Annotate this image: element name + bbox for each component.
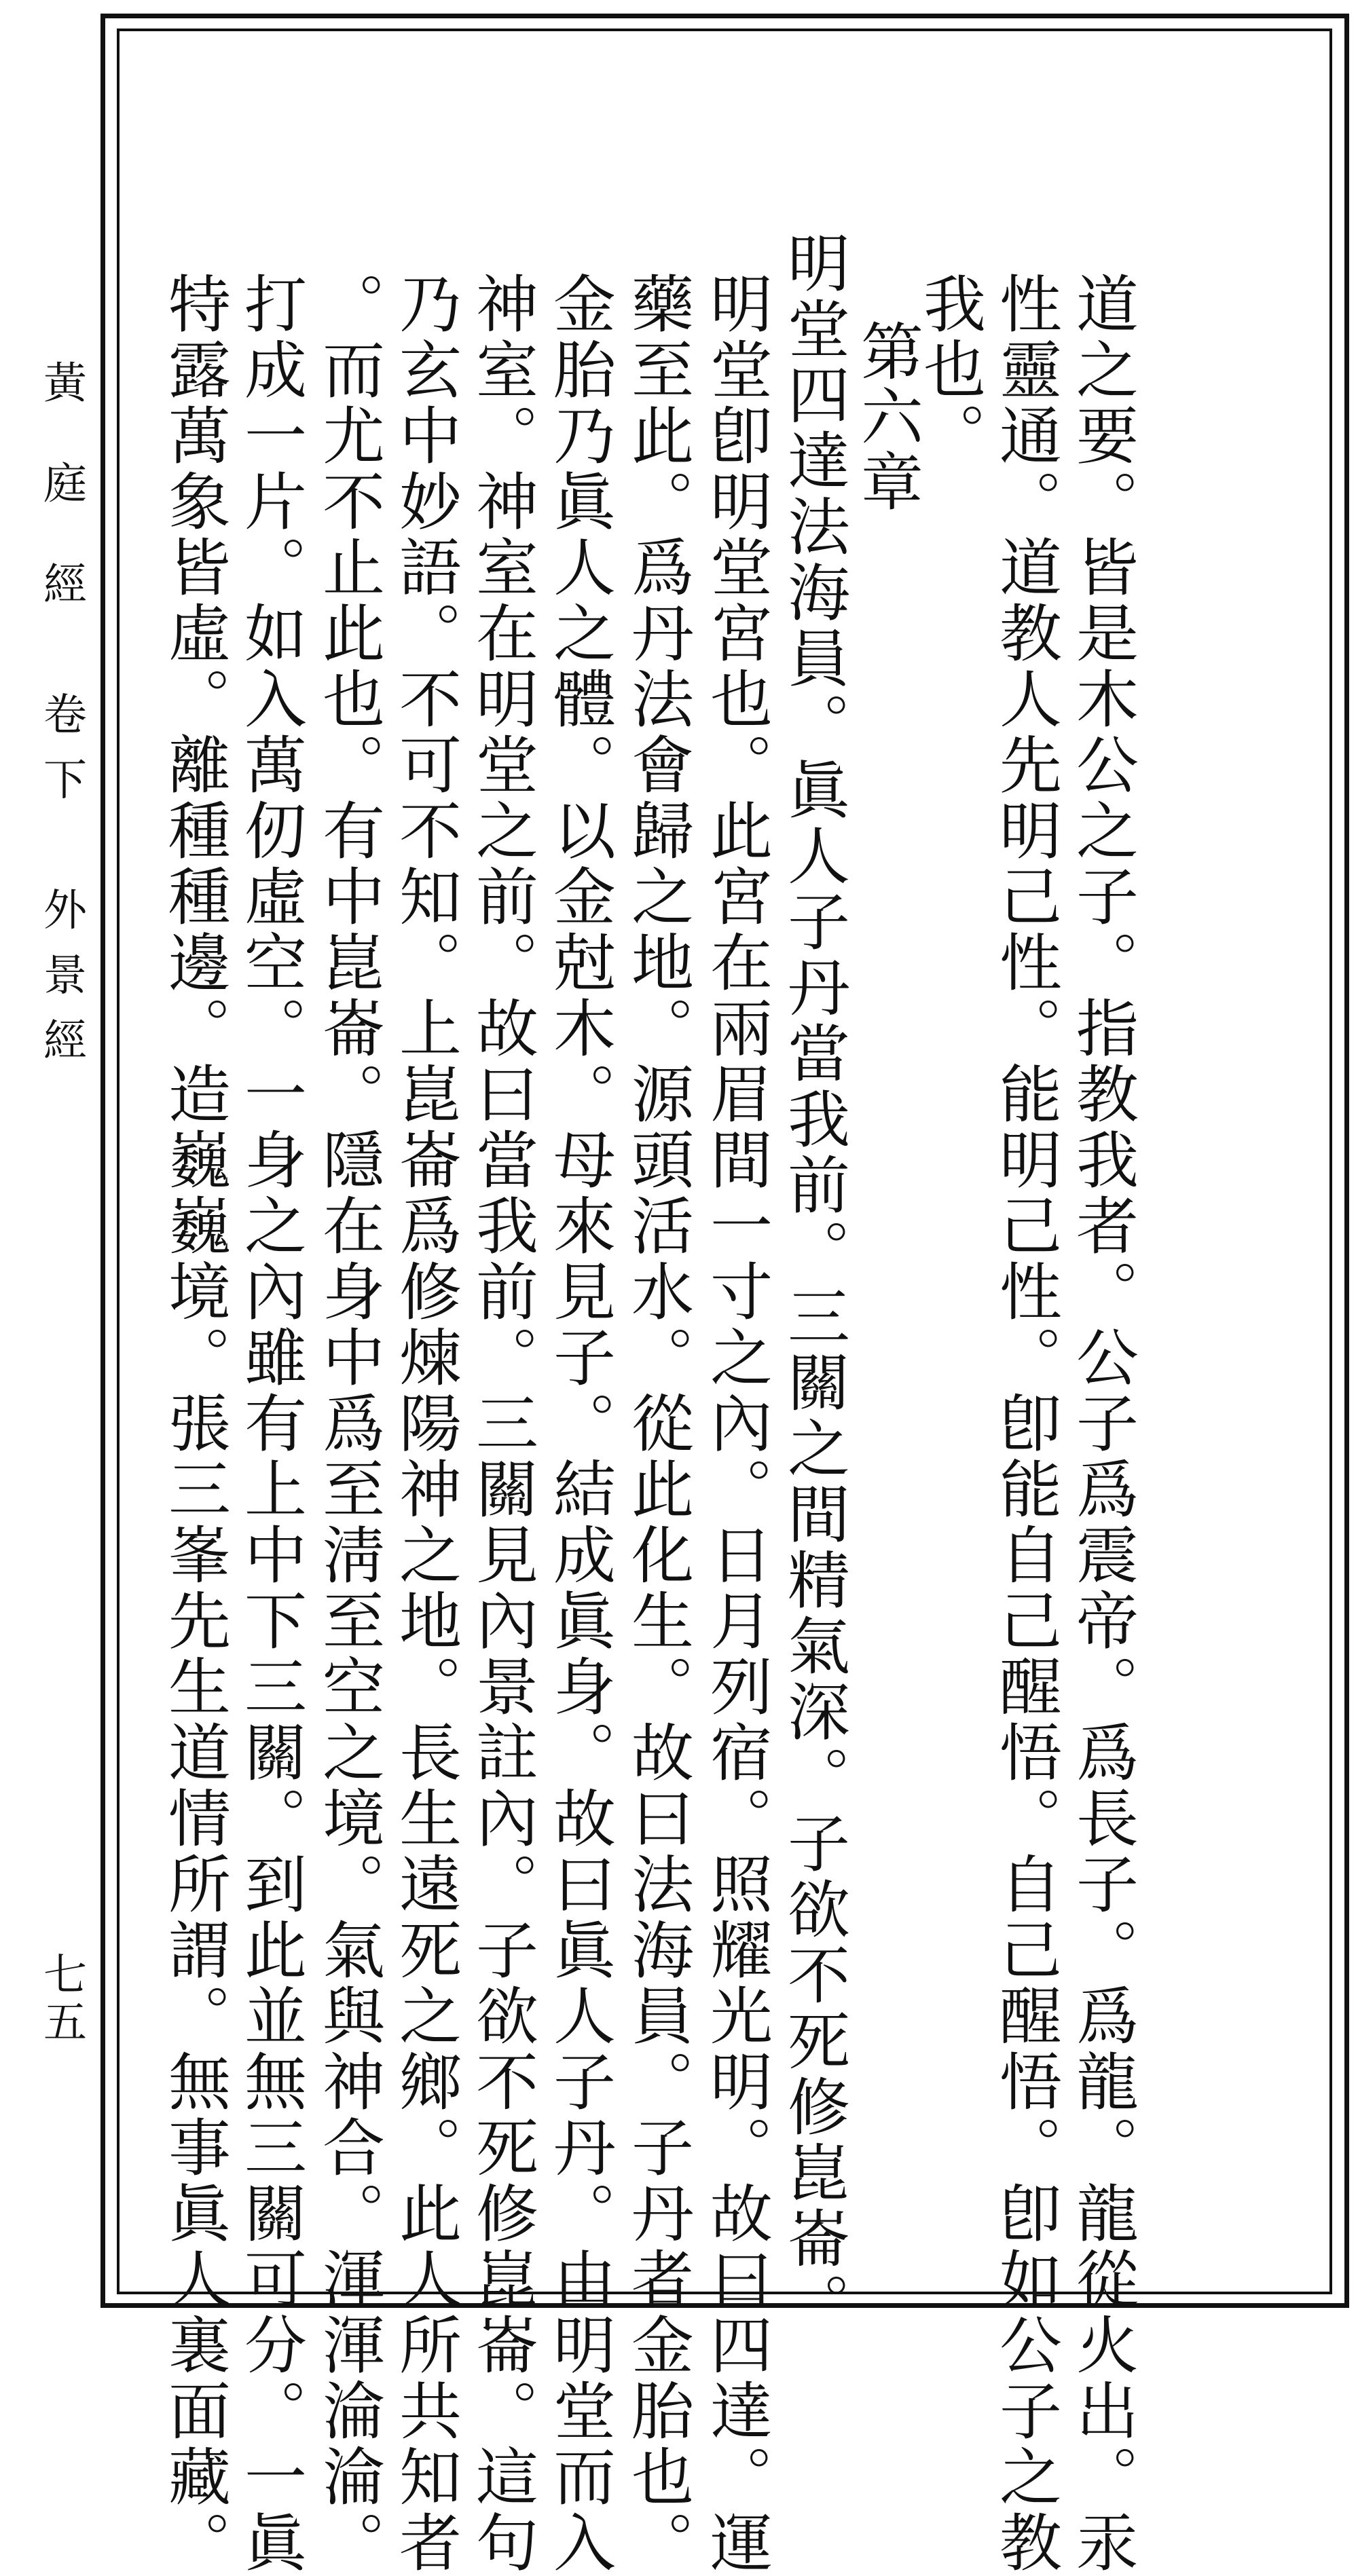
chapter-heading: 第六章	[851, 319, 923, 515]
text-column-2: 性靈通。道教人先明己性。能明己性。卽能自己醒悟。自己醒悟。卽如公子之教	[989, 272, 1062, 2576]
text-column-7: 藥至此。爲丹法會歸之地。源頭活水。從此化生。故曰法海員。子丹者金胎也。	[621, 272, 694, 2576]
text-column-10: 乃玄中妙語。不可不知。上崑崙爲修煉陽神之地。長生遠死之鄉。此人所共知者	[389, 272, 462, 2576]
text-column-8: 金胎乃眞人之體。以金尅木。母來見子。結成眞身。故曰眞人子丹。由明堂而入	[543, 272, 616, 2576]
text-column-12: 打成一片。如入萬仞虛空。一身之內雖有上中下三關。到此並無三關可分。一眞	[234, 272, 307, 2576]
text-column-13: 特露萬象皆虛。離種種邊。造巍巍境。張三峯先生道情所謂。無事眞人裏面藏。	[158, 272, 231, 2576]
text-column-3: 我也。	[913, 272, 986, 467]
verse-column: 明堂四達法海員。眞人子丹當我前。三關之間精氣深。子欲不死修崑崙。	[777, 231, 850, 2338]
book-title-margin: 黃 庭 經 卷下 外景經	[36, 360, 86, 1083]
text-column-6: 明堂卽明堂宮也。此宮在兩眉間一寸之內。日月列宿。照耀光明。故曰四達。運	[700, 272, 773, 2576]
text-column-1: 道之要。皆是木公之子。指教我者。公子爲震帝。爲長子。爲龍。龍從火出。汞	[1066, 272, 1139, 2576]
page-number: 七五	[36, 1952, 86, 2047]
text-column-11: 。而尤不止此也。有中崑崙。隱在身中爲至淸至空之境。氣與神合。渾渾淪淪。	[312, 272, 385, 2576]
text-column-9: 神室。神室在明堂之前。故曰當我前。三關見內景註內。子欲不死修崑崙。這句	[466, 272, 538, 2576]
